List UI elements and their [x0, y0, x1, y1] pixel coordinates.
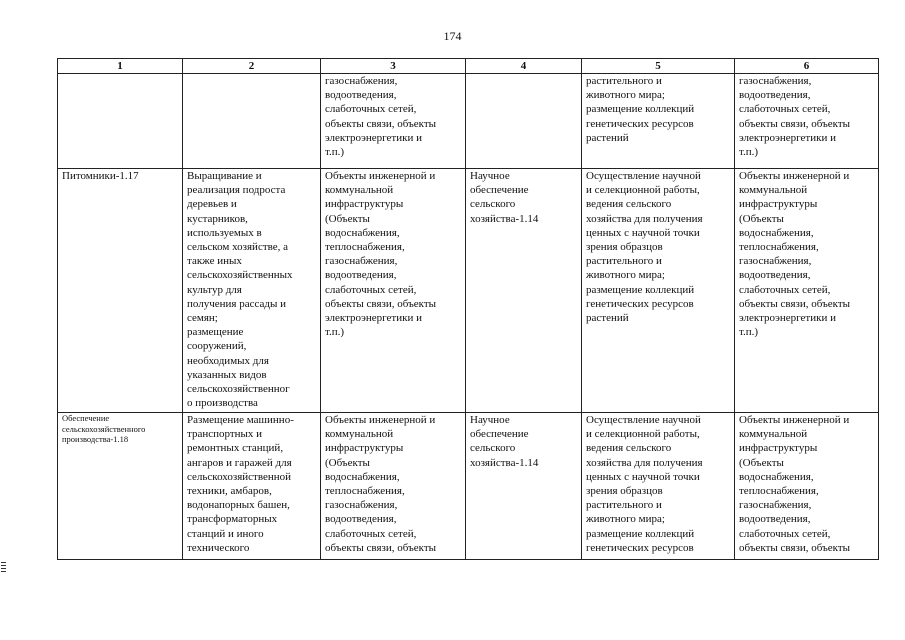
cell-text: Научное обеспечение сельского хозяйства-1.14: [470, 414, 539, 469]
table-header-row: [58, 59, 879, 74]
cell-text: Объекты инженерной и коммунальной инфраструктуры (Объекты водоснабжения, теплоснабжения, газоснабжения, водоотведения, слаботочных сетей, объекты связи, объекты: [739, 414, 851, 554]
table-cell: [58, 169, 183, 413]
table-cell: [321, 169, 466, 413]
table-cell: [735, 74, 879, 169]
column-header-5: 5: [582, 59, 735, 74]
table-cell: [466, 413, 582, 560]
table-cell: [183, 169, 321, 413]
cell-text: газоснабжения, водоотведения, слаботочных сетей, объекты связи, объекты электроэнергетики и т.п.): [739, 75, 851, 159]
cell-text: Научное обеспечение сельского хозяйства-1.14: [470, 170, 539, 225]
table-cell: [735, 413, 879, 560]
table-cell: [58, 413, 183, 560]
cell-text: Размещение машинно- транспортных и ремонтных станций, ангаров и гаражей для сельскохозяйственной техники, амбаров, водонапорных башен, трансформаторных станций и иного технического: [187, 414, 294, 554]
table-cell: [466, 74, 582, 169]
table-cell: [321, 413, 466, 560]
column-header-6: 6: [735, 59, 879, 74]
column-header-4: 4: [466, 59, 582, 74]
table-row: [58, 74, 879, 169]
table-cell: [582, 413, 735, 560]
table-cell: [582, 169, 735, 413]
table-cell: [582, 74, 735, 169]
column-header-1: 1: [58, 59, 183, 74]
cell-text: Объекты инженерной и коммунальной инфраструктуры (Объекты водоснабжения, теплоснабжения, газоснабжения, водоотведения, слаботочных сетей, объекты связи, объекты электроэнергетики и т.п.): [739, 170, 851, 339]
column-header-2: 2: [183, 59, 321, 74]
cell-text: растительного и животного мира; размещение коллекций генетических ресурсов растений: [586, 75, 695, 144]
table-row: [58, 413, 879, 560]
margin-marks: [1, 562, 6, 574]
cell-text: Питомники-1.17: [62, 170, 139, 182]
cell-text: Обеспечение сельскохозяйственного производства-1.18: [62, 413, 146, 444]
table-cell: [735, 169, 879, 413]
table-cell: [183, 413, 321, 560]
cell-text: газоснабжения, водоотведения, слаботочных сетей, объекты связи, объекты электроэнергетики и т.п.): [325, 75, 437, 159]
land-use-table: [57, 58, 879, 560]
table-row: [58, 169, 879, 413]
cell-text: Осуществление научной и селекционной работы, ведения сельского хозяйства для получения ценных с научной точки зрения образцов растительного и животного мира; размещение коллекций генетических ресурсов: [586, 414, 703, 554]
cell-text: Объекты инженерной и коммунальной инфраструктуры (Объекты водоснабжения, теплоснабжения, газоснабжения, водоотведения, слаботочных сетей, объекты связи, объекты: [325, 414, 437, 554]
cell-text: Объекты инженерной и коммунальной инфраструктуры (Объекты водоснабжения, теплоснабжения, газоснабжения, водоотведения, слаботочных сетей, объекты связи, объекты электроэнергетики и т.п.): [325, 170, 437, 339]
page-number: 174: [443, 29, 462, 43]
table-cell: [58, 74, 183, 169]
column-header-3: 3: [321, 59, 466, 74]
table-cell: [321, 74, 466, 169]
table-cell: [466, 169, 582, 413]
cell-text: Осуществление научной и селекционной работы, ведения сельского хозяйства для получения ценных с научной точки зрения образцов растительного и животного мира; размещение коллекций генетических ресурсов растений: [586, 170, 703, 325]
cell-text: Выращивание и реализация подроста деревьев и кустарников, используемых в сельском хозяйстве, а также иных сельскохозяйственных культур для получения рассады и семян; размещение сооружений, необходимых для указанных видов сельскохозяйственног о производства: [187, 170, 293, 410]
table-cell: [183, 74, 321, 169]
